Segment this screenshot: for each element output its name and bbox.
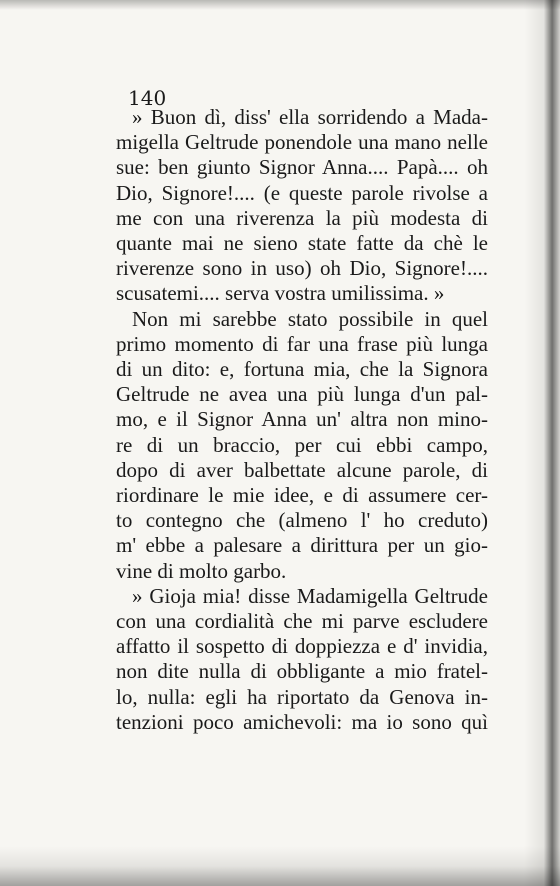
text-line: to contegno che (almeno l' ho creduto) [116, 508, 488, 533]
page-bottom-shadow [0, 846, 560, 886]
text-line: affatto il sospetto di doppiezza e d' invidia, [116, 634, 488, 659]
text-line: lo, nulla: egli ha riportato da Genova in- [116, 684, 488, 709]
text-line: riverenze sono in uso) oh Dio, Signore!.... [116, 256, 488, 281]
text-line: primo momento di far una frase più lunga [116, 331, 488, 356]
text-line: non dite nulla di obbligante a mio fratel- [116, 659, 488, 684]
text-line: » Buon dì, diss' ella sorridendo a Mada- [132, 105, 488, 129]
text-line: tenzioni poco amichevoli: ma io sono quì [116, 709, 488, 734]
text-line: » Gioja mia! disse Madamigella Geltrude [132, 583, 488, 608]
text-line: Non mi sarebbe stato possibile in quel [132, 306, 488, 331]
text-line: di un dito: e, fortuna mia, che la Signora [116, 357, 488, 382]
text-line: dopo di aver balbettate alcune parole, di [116, 457, 488, 482]
text-line: con una cordialità che mi parve escludere [116, 609, 488, 634]
page-gutter-shadow [524, 0, 560, 886]
text-line: m' ebbe a palesare a dirittura per un gio- [116, 533, 488, 558]
text-line: me con una riverenza la più modesta di [116, 205, 488, 230]
page-number: 140 [128, 86, 167, 110]
text-line: vine di molto garbo. [116, 558, 287, 583]
text-line: mo, e il Signor Anna un' altra non mino- [116, 407, 488, 432]
text-line: migella Geltrude ponendole una mano nelle [116, 130, 488, 155]
text-line: quante mai ne sieno state fatte da chè le [116, 231, 488, 256]
text-line: riordinare le mie idee, e di assumere cer- [116, 483, 488, 508]
text-line: Dio, Signore!.... (e queste parole rivolse a [116, 180, 488, 205]
page-top-shadow [0, 0, 560, 10]
text-line: re di un braccio, per cui ebbi campo, [116, 432, 488, 457]
text-line: Geltrude ne avea una più lunga d'un pal- [116, 382, 488, 407]
body-text [116, 105, 488, 735]
text-line: scusatemi.... serva vostra umilissima. » [116, 281, 445, 306]
text-line: sue: ben giunto Signor Anna.... Papà.... oh [116, 155, 488, 180]
